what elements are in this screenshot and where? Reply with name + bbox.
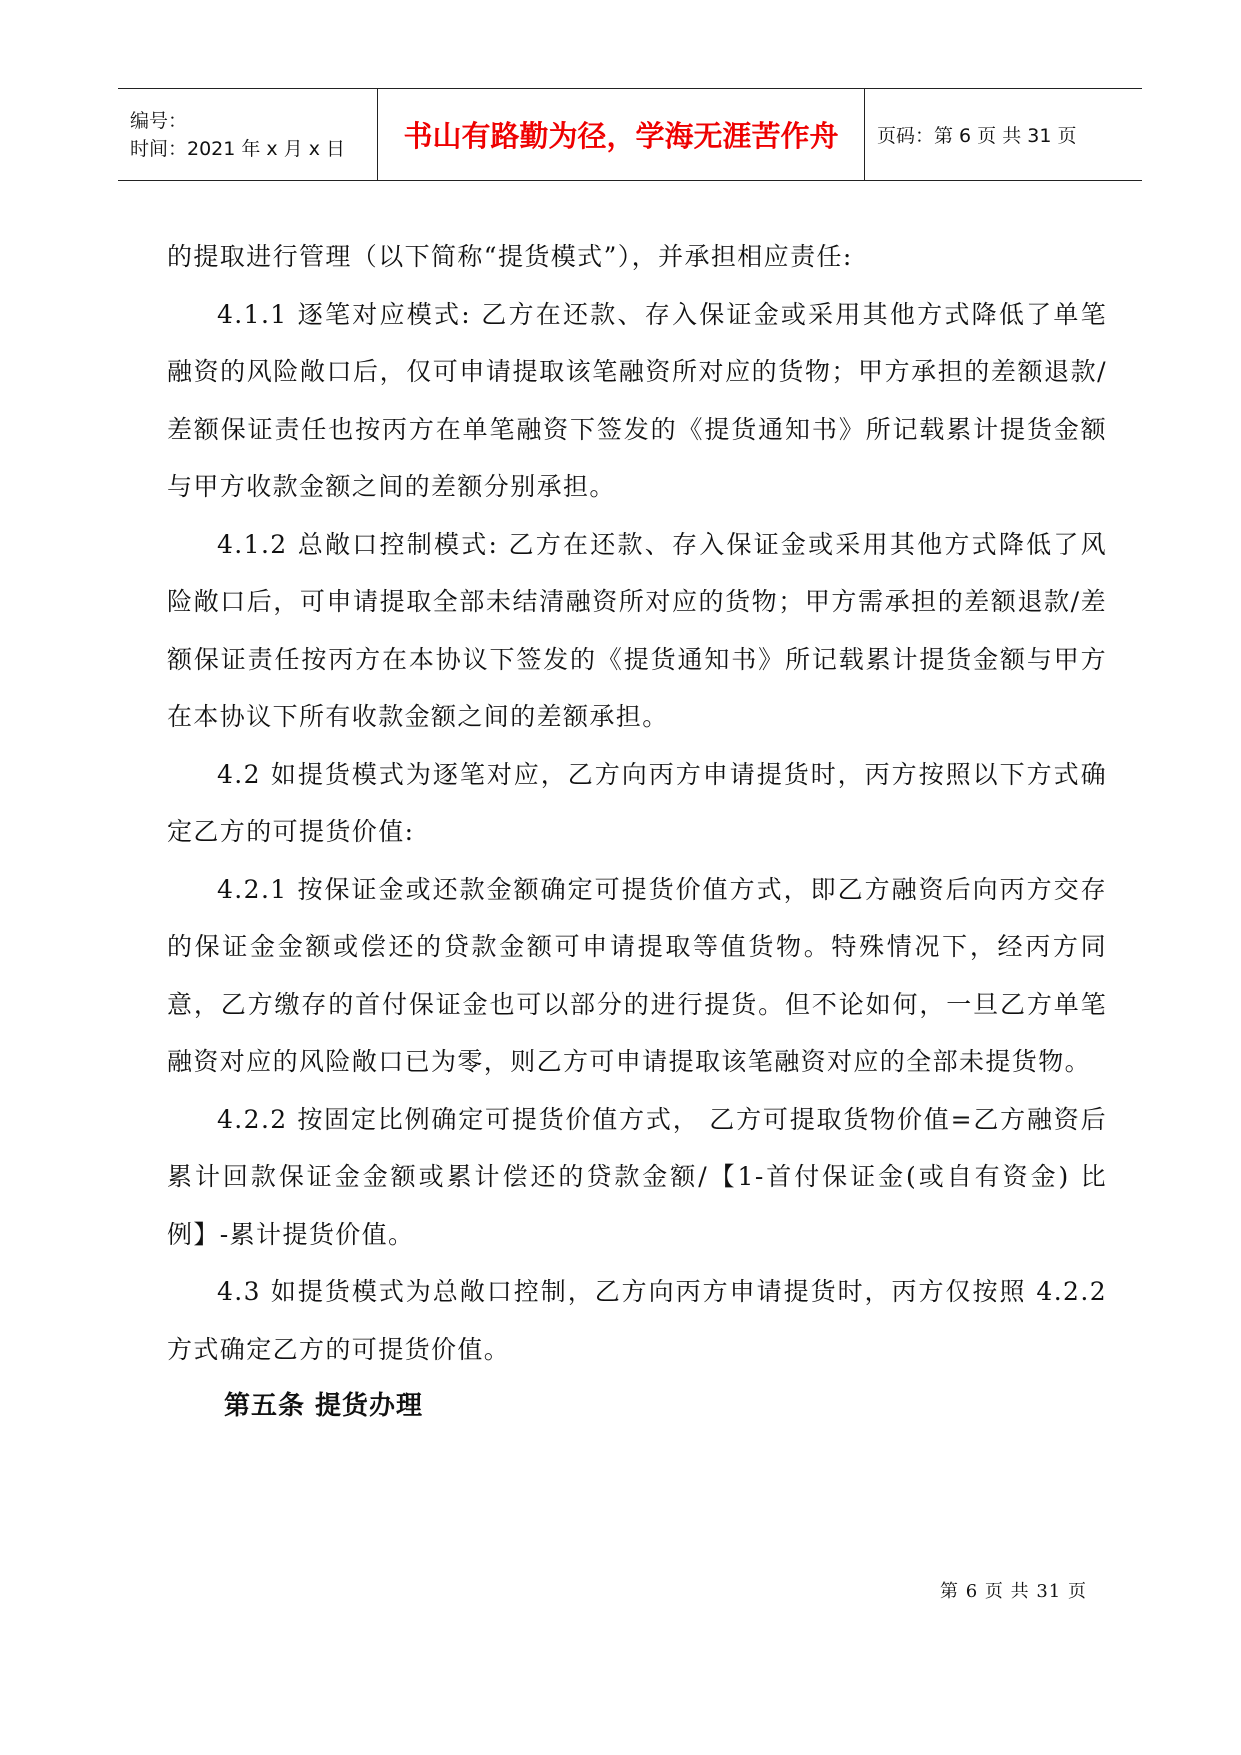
page-header	[118, 88, 1142, 181]
clause-4-2-2: 4.2.2 按固定比例确定可提货价值方式， 乙方可提取货物价值=乙方融资后累计回款保证金金额或累计偿还的贷款金额/【1-首付保证金(或自有资金) 比例】-累计提货价值。	[167, 1104, 1107, 1249]
document-number-label: 编号：	[130, 109, 188, 132]
clause-4-1-1: 4.1.1 逐笔对应模式: 乙方在还款、存入保证金或采用其他方式降低了单笔融资的风险敞口后，仅可申请提取该笔融资所对应的货物；甲方承担的差额退款/差额保证责任也按丙方在单笔融资下签发的《提货通知书》所记载累计提货金额与甲方收款金额之间的差额分别承担。	[167, 299, 1107, 501]
section-heading: 第五条 提货办理	[224, 1391, 424, 1421]
header-info-cell	[118, 89, 378, 180]
clause-4-1-2: 4.1.2 总敞口控制模式: 乙方在还款、存入保证金或采用其他方式降低了风险敞口后，可申请提取全部未结清融资所对应的货物；甲方需承担的差额退款/差额保证责任按丙方在本协议下签发的《提货通知书》所记载累计提货金额与甲方在本协议下所有收款金额之间的差额承担。	[167, 529, 1107, 731]
header-motto: 书山有路勤为径，学海无涯苦作舟	[403, 119, 839, 153]
clause-4-3: 4.3 如提货模式为总敞口控制，乙方向丙方申请提货时，丙方仅按照 4.2.2 方式确定乙方的可提货价值。	[167, 1277, 1107, 1364]
clause-4-2-1: 4.2.1 按保证金或还款金额确定可提货价值方式，即乙方融资后向丙方交存的保证金金额或偿还的贷款金额可申请提取等值货物。特殊情况下，经丙方同意，乙方缴存的首付保证金也可以部分的进行提货。但不论如何，一旦乙方单笔融资对应的风险敞口已为零，则乙方可申请提取该笔融资对应的全部未提货物。	[167, 874, 1107, 1076]
header-motto-cell	[378, 89, 865, 180]
document-time-label: 时间：2021 年 x 月 x 日	[130, 137, 346, 160]
clause-4-2: 4.2 如提货模式为逐笔对应，乙方向丙方申请提货时，丙方按照以下方式确定乙方的可提货价值:	[167, 759, 1107, 846]
header-page-cell	[865, 89, 1142, 180]
body-paragraph: 的提取进行管理（以下简称“提货模式”），并承担相应责任:	[167, 242, 853, 271]
page-footer: 第 6 页 共 31 页	[940, 1581, 1087, 1602]
header-page-label: 页码：第 6 页 共 31 页	[877, 125, 1077, 147]
document-body	[167, 228, 1107, 1436]
